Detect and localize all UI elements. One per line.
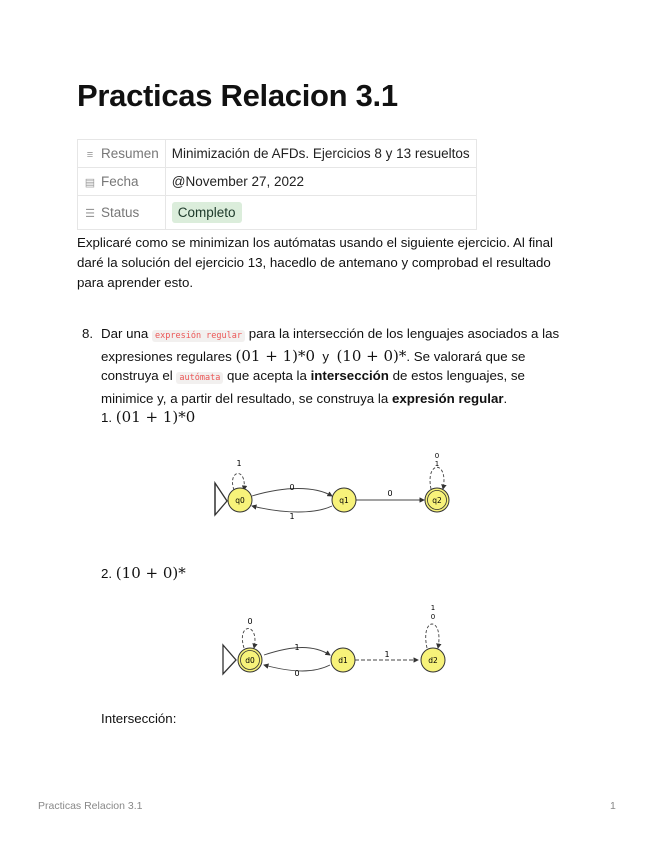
subitem-1 (101, 408, 195, 426)
transition-label: 0 (294, 669, 300, 678)
start-arrow (223, 645, 236, 674)
text-segment: que acepta la (223, 368, 311, 383)
self-loop-q2 (430, 467, 444, 489)
text-segment: de estos lenguajes, se minimice y, a partir del resultado, se construya la (101, 368, 525, 406)
text-segment: y (315, 348, 337, 364)
property-value-resumen[interactable]: Minimización de AFDs. Ejercicios 8 y 13 resueltos (165, 140, 476, 168)
transition-label: 1 (294, 643, 300, 652)
exercise-8 (77, 324, 577, 408)
footer-title: Practicas Relacion 3.1 (38, 800, 143, 812)
subitem-2 (101, 564, 186, 582)
bold-text: intersección (310, 368, 389, 383)
property-key (78, 140, 166, 168)
text-segment: . Se valorará que se construya el (101, 348, 526, 383)
transition-label: 1 (289, 512, 295, 521)
page-title: Practicas Relacion 3.1 (77, 78, 398, 113)
transition-label: 0 (247, 617, 253, 626)
start-arrow (215, 483, 227, 515)
transition-label: 0 (387, 489, 393, 498)
property-row-resumen (78, 140, 477, 168)
state-label: q1 (339, 496, 349, 505)
transition-label: 0 (430, 613, 436, 621)
calendar-icon: ▤ (84, 177, 96, 189)
exercise-text (101, 324, 577, 408)
status-badge[interactable]: Completo (172, 202, 242, 223)
state-label: d2 (428, 656, 438, 665)
math-expression: (10 + 0)* (115, 564, 186, 582)
transition-label: 0 (289, 483, 295, 492)
property-key-label: Resumen (101, 146, 159, 161)
inline-code: autómata (176, 372, 223, 384)
self-loop-q0 (233, 473, 245, 490)
state-label: q0 (235, 496, 245, 505)
text-lines-icon: ≡ (86, 149, 94, 161)
text-segment: para la intersección de los lenguajes asociados a las expresiones regulares (101, 326, 560, 364)
transition-label: 1 (384, 650, 390, 659)
self-loop-d2 (426, 624, 439, 648)
inline-code: expresión regular (152, 330, 245, 342)
intersection-label: Intersección: (101, 711, 177, 726)
exercise-number: 8. (82, 326, 94, 341)
text-segment: Dar una (101, 326, 152, 341)
state-label: q2 (432, 496, 442, 505)
transition-label: 1 (430, 604, 436, 612)
bold-text: expresión regular (391, 390, 504, 406)
state-label: d1 (338, 656, 348, 665)
automaton-2-diagram (214, 602, 464, 682)
math-expression: (10 + 0)* (336, 346, 407, 365)
math-expression: (01 + 1)*0 (235, 346, 316, 365)
property-row-status (78, 196, 477, 230)
transition-label: 1 (236, 459, 242, 468)
math-expression: (01 + 1)*0 (115, 408, 196, 426)
subitem-label: 2. (101, 566, 113, 581)
property-value-fecha[interactable]: @November 27, 2022 (165, 168, 476, 196)
property-key (78, 196, 166, 230)
automaton-1-diagram (205, 452, 465, 524)
transition-label: 0 (434, 452, 440, 460)
property-key-label: Fecha (101, 174, 139, 189)
transition-label: 1 (434, 460, 440, 468)
page-number: 1 (610, 800, 616, 812)
intro-paragraph: Explicaré como se minimizan los autómatas usando el siguiente ejercicio. Al final daré la solución del ejercicio 13, hacedlo de antemano y comprobad el resultado para aprender esto. (77, 235, 553, 290)
self-loop-d0 (242, 629, 255, 649)
list-icon: ☰ (85, 208, 95, 220)
text-segment: . (503, 390, 508, 406)
property-row-fecha (78, 168, 477, 196)
properties-table (77, 139, 477, 230)
property-key-label: Status (101, 205, 140, 220)
property-value-status[interactable] (165, 196, 476, 230)
subitem-label: 1. (101, 410, 113, 425)
property-key (78, 168, 166, 196)
state-label: d0 (245, 656, 255, 665)
